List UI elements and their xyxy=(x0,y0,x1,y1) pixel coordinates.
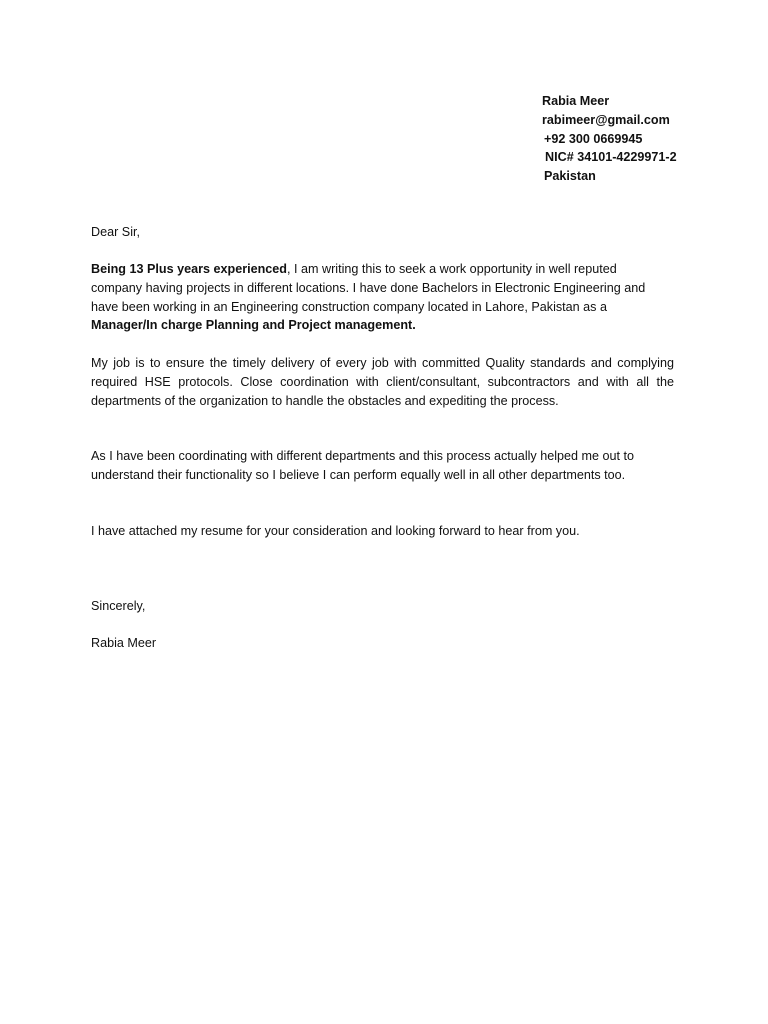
paragraph-coordination xyxy=(91,447,674,485)
sender-name: Rabia Meer xyxy=(542,94,610,108)
paragraph-duties: My job is to ensure the timely delivery of every job with committed Quality standards and complying required HSE protocols. Close coordination with client/consultant, subcontractors and with all the departments of the organization to handle the obstacles and expediting the process. xyxy=(91,356,674,408)
paragraph-resume: I have attached my resume for your consideration and looking forward to hear from you. xyxy=(91,524,580,538)
closing: Sincerely, xyxy=(91,599,146,613)
sender-nic: NIC# 34101-4229971-2 xyxy=(545,150,677,165)
intro-line-2: company having projects in different locations. I have done Bachelors in Electronic Engineering and xyxy=(91,280,646,295)
greeting: Dear Sir, xyxy=(91,225,140,239)
experience-highlight: Being 13 Plus years experienced xyxy=(91,262,288,276)
job-title-highlight: Manager/In charge Planning and Project management. xyxy=(91,318,416,333)
intro-line-1-rest: , I am writing this to seek a work opportunity in well reputed xyxy=(287,262,617,276)
intro-line-3: have been working in an Engineering construction company located in Lahore, Pakistan as a xyxy=(91,299,607,314)
intro-line-1 xyxy=(91,260,674,279)
sender-block xyxy=(542,92,677,186)
sender-phone: +92 300 0669945 xyxy=(544,131,643,146)
signature-name: Rabia Meer xyxy=(91,636,157,650)
sender-email: rabimeer@gmail.com xyxy=(542,112,670,127)
coordination-line-2: understand their functionality so I believe I can perform equally well in all other departments too. xyxy=(91,467,626,482)
coordination-line-1: As I have been coordinating with different departments and this process actually helped me out to xyxy=(91,449,635,463)
sender-country: Pakistan xyxy=(544,169,596,184)
paragraph-intro xyxy=(91,260,674,335)
